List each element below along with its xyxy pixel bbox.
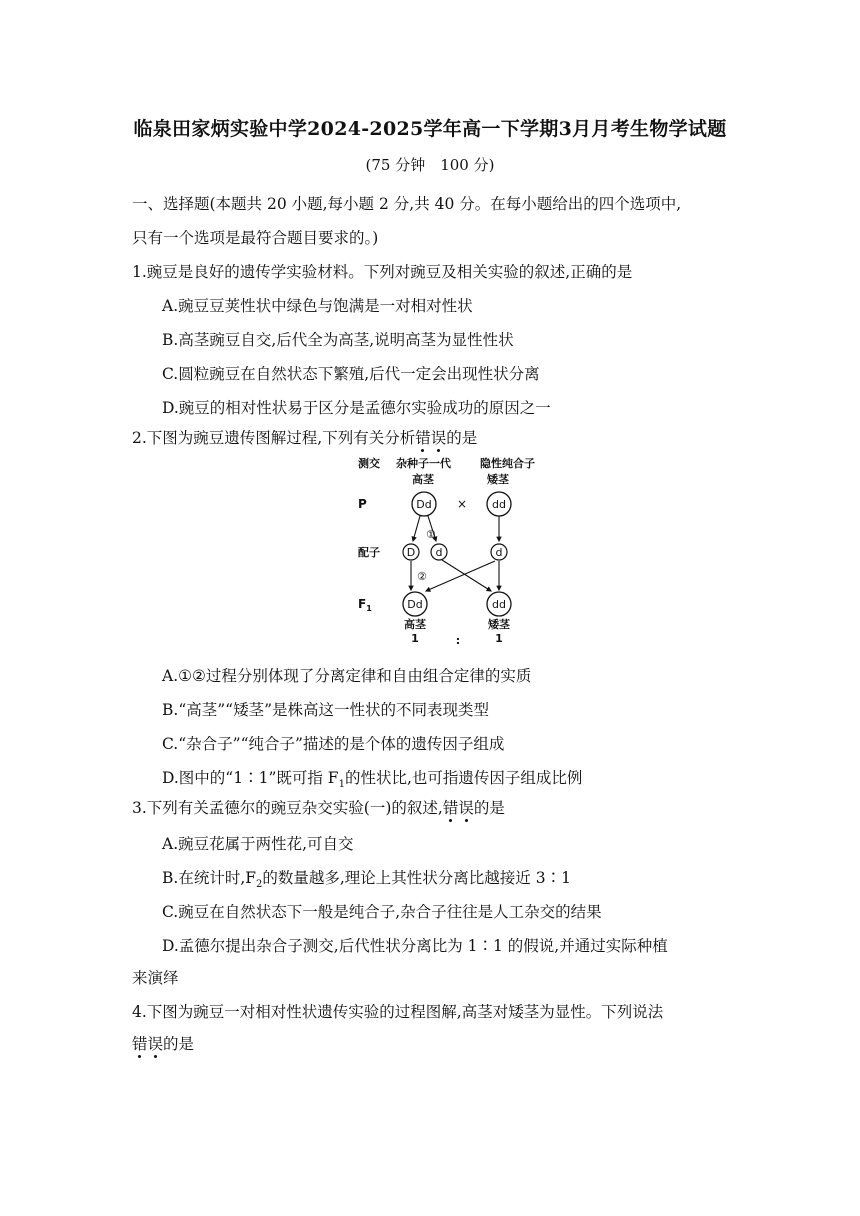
- label-tall-offspring: 高茎: [404, 618, 426, 631]
- label-recessive-homozygote: 隐性纯合子: [480, 457, 535, 470]
- ratio-colon: :: [455, 634, 461, 646]
- exam-title: 临泉田家炳实验中学2024-2025学年高一下学期3月月考生物学试题: [133, 118, 727, 140]
- genotype-dd-parent: dd: [492, 498, 506, 511]
- label-short-offspring: 矮茎: [488, 618, 510, 631]
- step-1-marker: ①: [426, 528, 436, 541]
- section-heading: 一、选择题(本题共 20 小题,每小题 2 分,共 40 分。在每小题给出的四个选项中,: [132, 195, 682, 213]
- q4-stem-end: 的是: [163, 1035, 195, 1053]
- label-p: P: [358, 497, 367, 511]
- q2-stem-text: 2.下图为豌豆遗传图解过程,下列有关分析: [132, 429, 416, 447]
- step-2-marker: ②: [417, 570, 427, 583]
- genotype-dd-offspring: dd: [492, 598, 506, 611]
- label-testcross: 测交: [358, 457, 380, 470]
- q2-option-b: B.“高茎”“矮茎”是株高这一性状的不同表现类型: [162, 701, 490, 719]
- exam-subtitle: (75 分钟 100 分): [365, 156, 495, 174]
- q3-stem: [132, 796, 505, 818]
- emphasis-char: 错: [132, 1035, 148, 1053]
- q3-option-b: [162, 866, 571, 890]
- subscript: 1: [338, 779, 345, 791]
- section-heading-cont: 只有一个选项是最符合题目要求的。): [132, 229, 379, 247]
- q1-option-c: C.圆粒豌豆在自然状态下繁殖,后代一定会出现性状分离: [162, 365, 540, 383]
- label-short-parent: 矮茎: [487, 473, 509, 486]
- cross-symbol: ×: [456, 497, 468, 511]
- emphasis-char: 错: [415, 429, 431, 447]
- arrow-to-gamete-D: [413, 516, 420, 541]
- gamete-d-recessive: d: [495, 546, 503, 559]
- label-f1: $F_1$: [358, 597, 372, 613]
- q3-stem-end: 的是: [473, 799, 505, 817]
- q3-option-d: D.孟德尔提出杂合子测交,后代性状分离比为 1∶1 的假说,并通过实际种植: [162, 937, 668, 955]
- q4-stem: 4.下图为豌豆一对相对性状遗传实验的过程图解,高茎对矮茎为显性。下列说法: [132, 1003, 664, 1021]
- gamete-D: D: [406, 546, 416, 559]
- emphasis-char: 误: [458, 799, 474, 817]
- q1-option-d: D.豌豆的相对性状易于区分是孟德尔实验成功的原因之一: [162, 399, 551, 417]
- ratio-left: 1: [411, 632, 419, 645]
- q3-stem-text: 3.下列有关孟德尔的豌豆杂交实验(一)的叙述,: [132, 799, 443, 817]
- q2-option-a: A.①②过程分别体现了分离定律和自由组合定律的实质: [162, 667, 532, 685]
- testcross-diagram: [350, 450, 540, 646]
- q3-option-c: C.豌豆在自然状态下一般是纯合子,杂合子往往是人工杂交的结果: [162, 903, 602, 921]
- genotype-Dd-parent: Dd: [416, 498, 432, 511]
- emphasis-char: 误: [430, 429, 447, 447]
- q3-option-a: A.豌豆花属于两性花,可自交: [162, 835, 354, 853]
- q1-option-a: A.豌豆豆荚性状中绿色与饱满是一对相对性状: [162, 297, 473, 315]
- arrow-d-to-dd: [442, 560, 491, 591]
- emphasis-char: 误: [147, 1035, 164, 1053]
- q3-option-b-text-end: 的数量越多,理论上其性状分离比越接近 3∶1: [262, 869, 571, 887]
- ratio-right: 1: [495, 632, 503, 645]
- subscript: 2: [256, 879, 263, 891]
- label-gamete: 配子: [358, 546, 380, 559]
- genotype-Dd-offspring: Dd: [407, 598, 423, 611]
- q2-stem: [132, 426, 477, 448]
- label-hybrid-f1: 杂种子一代: [396, 457, 451, 470]
- q3-option-d-cont: 来演绎: [132, 969, 179, 987]
- gamete-d: d: [435, 546, 443, 559]
- emphasis-char: 错: [442, 799, 459, 817]
- q2-option-d-text-end: 的性状比,也可指遗传因子组成比例: [344, 769, 583, 787]
- q1-stem: 1.豌豆是良好的遗传学实验材料。下列对豌豆及相关实验的叙述,正确的是: [132, 263, 633, 281]
- label-tall-parent: 高茎: [412, 473, 434, 486]
- q2-stem-end: 的是: [446, 429, 478, 447]
- q4-stem-cont: [132, 1032, 194, 1054]
- q2-option-d-text: D.图中的“1∶1”既可指 F: [162, 769, 339, 787]
- q1-option-b: B.高茎豌豆自交,后代全为高茎,说明高茎为显性性状: [162, 331, 514, 349]
- q3-option-b-text: B.在统计时,F: [162, 869, 256, 887]
- q2-option-d: [162, 766, 582, 790]
- q2-option-c: C.“杂合子”“纯合子”描述的是个体的遗传因子组成: [162, 735, 505, 753]
